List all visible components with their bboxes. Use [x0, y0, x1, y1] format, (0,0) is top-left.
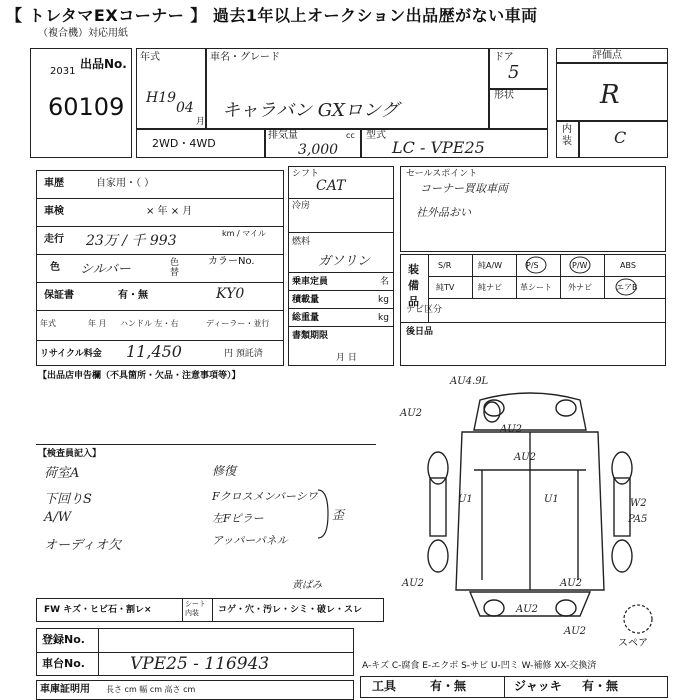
history-value: 自家用・（ ） [96, 178, 155, 189]
doc-unit: 月 日 [336, 353, 357, 363]
reg-label: 登録No. [42, 633, 85, 646]
model-label: 型式 [366, 130, 386, 141]
month-unit: 月 [196, 117, 206, 127]
sales-label: セールスポイント [406, 169, 478, 179]
doc-label: 書類期限 [292, 331, 329, 341]
load-unit: kg [378, 295, 389, 305]
history-label: 車歴 [44, 178, 64, 189]
fuel-value: ガソリン [318, 254, 371, 269]
equip-item-airbag: エアB [616, 283, 638, 292]
rear-label: 後日品 [406, 327, 434, 337]
equip-item-aw: 純A/W [478, 261, 503, 270]
shape-label: 形状 [494, 90, 514, 101]
mark-11: AU2 [564, 626, 587, 637]
bracket-note: 歪 [332, 508, 345, 522]
drive-label: 2WD・4WD [152, 137, 216, 150]
mark-1: AU4.9L [450, 376, 489, 387]
door-label: ドア [494, 52, 514, 63]
mark-2: AU2 [500, 424, 523, 435]
color-no-label: カラーNo. [208, 256, 255, 267]
header-banner: 【 トレタマEXコーナー 】 過去1年以上オークション出品歴がない車両 [6, 6, 538, 25]
mileage-unit: km / マイル [222, 229, 267, 238]
sales-line2: 社外品おい [416, 206, 471, 219]
lot-number: 60109 [48, 93, 125, 121]
equip-item-ext-navi: 外ナビ [568, 283, 592, 292]
mark-10: AU2 [516, 604, 539, 615]
spare-tire-icon [618, 602, 658, 636]
equipment-label: 装備品 [408, 263, 419, 308]
cert-label: 車庫証明用 [40, 684, 90, 695]
recycle-unit: 円 預託済 [224, 349, 263, 359]
mark-4: U1 [458, 494, 473, 505]
mark-5: U1 [544, 494, 559, 505]
color-label: 色 [50, 262, 60, 273]
door-value: 5 [508, 62, 520, 83]
inspection-label: 車検 [44, 206, 64, 217]
mark-6: AU2 [514, 452, 537, 463]
recycle-label: リサイクル料金 [40, 349, 102, 359]
warranty-value: 有・無 [118, 290, 148, 301]
model-value: LC - VPE25 [392, 138, 485, 157]
tool-value: 有・無 [430, 679, 467, 693]
score-value: R [600, 80, 620, 110]
spare-label: スペア [618, 638, 648, 649]
first-reg-month: 年 月 [88, 319, 107, 328]
score-label: 評価点 [592, 50, 622, 61]
equip-item-leather: 革シート [520, 283, 552, 292]
mileage-label: 走行 [44, 234, 64, 245]
mark-7: AU2 [402, 578, 425, 589]
ac-label: 冷房 [292, 201, 311, 211]
weight-unit: kg [378, 313, 389, 323]
jack-label: ジャッキ [514, 679, 562, 693]
interior-label: 内装 [562, 124, 572, 147]
equip-item-navi: 純ナビ [478, 283, 502, 292]
note-left-4: オーディオ欠 [44, 538, 121, 553]
displacement-unit: cc [346, 131, 355, 140]
load-label: 積載量 [292, 295, 320, 305]
note-right-3: 左Fピラー [212, 512, 264, 525]
mark-3: AU2 [400, 408, 423, 419]
chassis-value: VPE25 - 116943 [130, 654, 270, 674]
jack-value: 有・無 [582, 679, 619, 693]
interior-value: C [614, 128, 627, 147]
equip-item-pw: P/W [572, 261, 588, 270]
displacement-value: 3,000 [298, 142, 339, 158]
year-value: H19 [146, 90, 177, 106]
color-no-value: KY0 [216, 286, 245, 302]
tool-label: 工具 [372, 679, 397, 693]
mileage-value: 23万 / 千 993 [86, 233, 177, 249]
history-box [36, 170, 284, 366]
note-right-2: Fクロスメンバーシワ [212, 490, 318, 503]
dealer-label: ディーラー・並行 [206, 319, 270, 328]
fuel-label: 燃料 [292, 237, 311, 247]
year-label: 年式 [140, 52, 160, 63]
capacity-label: 乗車定員 [292, 277, 329, 287]
inspector-label: 【検査員記入】 [38, 449, 102, 459]
weight-label: 総重量 [292, 313, 320, 323]
chassis-label: 車台No. [42, 657, 85, 670]
cert-sub: 長さ cm 幅 cm 高さ cm [106, 685, 196, 694]
mark-9: PA5 [628, 514, 648, 525]
warranty-label: 保証書 [44, 290, 74, 301]
note-right-4: アッパーパネル [212, 534, 288, 547]
equipment-circles [400, 254, 666, 298]
navi-label: ナビ区分 [406, 305, 443, 315]
month-value: 04 [176, 100, 194, 116]
equip-item-sr: S/R [438, 261, 452, 270]
seller-notes-label: 【出品店申告欄（不具箇所・欠品・注意事項等）】 [38, 371, 241, 381]
car-diagram [390, 380, 680, 640]
mark-8: W2 [630, 498, 647, 509]
color-change-label: 色替 [170, 258, 180, 278]
seat-label: シート内装 [185, 600, 206, 617]
shift-label: シフト [292, 169, 320, 179]
first-reg-label: 年式 [40, 319, 56, 328]
name-label: 車名・グレード [210, 52, 280, 63]
color-value: シルバー [80, 262, 131, 277]
name-value: キャラバン GXロング [222, 100, 399, 121]
note-left-1: 荷室A [44, 466, 80, 481]
lot-label: 出品No. [80, 57, 127, 71]
equip-item-abs: ABS [620, 261, 636, 270]
damage-legend: A-キズ C-腐食 E-エクボ S-サビ U-凹ミ W-補修 XX-交換済 [362, 661, 597, 671]
capacity-unit: 名 [380, 277, 390, 287]
handle-label: ハンドル 左・右 [120, 319, 179, 328]
inspection-value: × 年 × 月 [146, 206, 193, 217]
mark-12: AU2 [560, 578, 583, 589]
sales-line1: コーナー買取車両 [420, 182, 508, 195]
equip-item-tv: 純TV [436, 283, 455, 292]
recycle-value: 11,450 [126, 342, 182, 361]
note-left-3: A/W [44, 510, 72, 525]
fw-label: FW キズ・ヒビ石・割レ× [44, 605, 152, 615]
lot-stamp: 2031 [50, 66, 76, 77]
displacement-label: 排気量 [268, 130, 298, 141]
note-right-1: 修復 [212, 464, 237, 478]
shift-value: CAT [316, 178, 346, 194]
note-left-2: 下回りS [44, 492, 92, 507]
seat-items: コゲ・穴・汚レ・シミ・破レ・スレ [218, 605, 363, 615]
form-subnote: （複合機）対応用紙 [38, 28, 128, 39]
equip-item-ps: P/S [526, 261, 539, 270]
diagram-top-note: 黄ばみ [292, 580, 322, 591]
